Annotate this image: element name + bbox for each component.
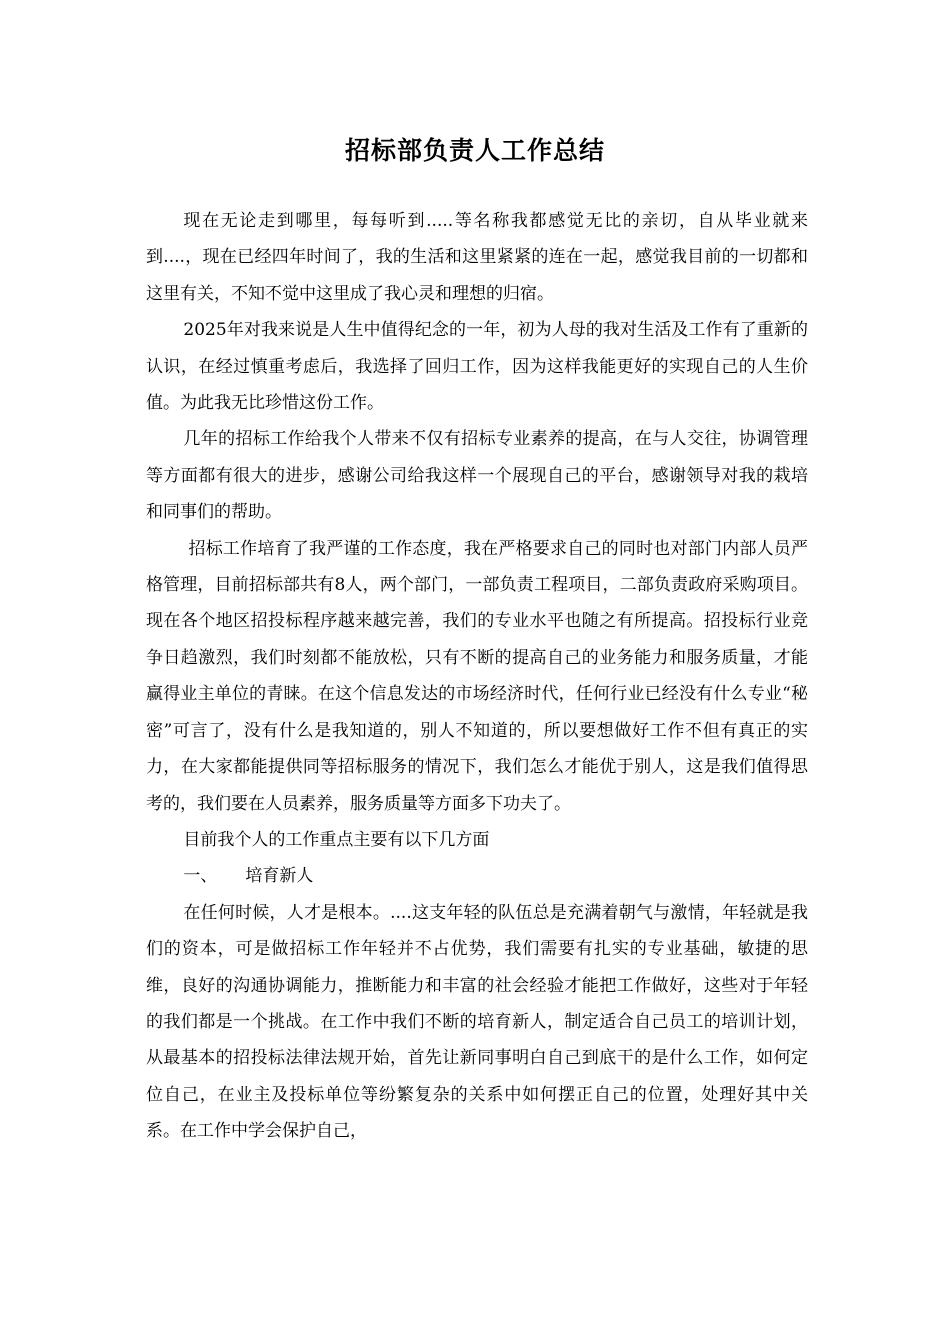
paragraph-focus-intro: 目前我个人的工作重点主要有以下几方面 — [183, 829, 490, 850]
document-body — [146, 203, 808, 1150]
section-1-title: 培育新人 — [245, 866, 314, 887]
section-1-number: 一、 — [183, 866, 218, 887]
paragraph-growth: 几年的招标工作给我个人带来不仅有招标专业素养的提高，在与人交往，协调管理等方面都有很大的进步，感谢公司给我这样一个展现自己的平台，感谢领导对我的栽培和同事们的帮助。 — [146, 429, 808, 523]
paragraph-management: 招标工作培育了我严谨的工作态度，我在严格要求自己的同时也对部门内部人员严格管理，目前招标部共有8人，两个部门，一部负责工程项目，二部负责政府采购项目。现在各个地区招投标程序越来越完善，我们的专业水平也随之有所提高。招投标行业竞争日趋激烈，我们时刻都不能放松，只有不断的提高自己的业务能力和服务质量，才能赢得业主单位的青睐。在这个信息发达的市场经济时代，任何行业已经没有什么专业“秘密”可言了，没有什么是我知道的，别人不知道的，所以要想做好工作不但有真正的实力，在大家都能提供同等招标服务的情况下，我们怎么才能优于别人，这是我们值得思考的，我们要在人员素养，服务质量等方面多下功夫了。 — [146, 538, 808, 814]
document-title: 招标部负责人工作总结 — [344, 136, 605, 165]
paragraph-intro: 现在无论走到哪里，每每听到.....等名称我都感觉无比的亲切，自从毕业就来到....，现在已经四年时间了，我的生活和这里紧紧的连在一起，感觉我目前的一切都和这里有关，不知不觉中这里成了我心灵和理想的归宿。 — [146, 211, 808, 304]
paragraph-2025: 2025年对我来说是人生中值得纪念的一年，初为人母的我对生活及工作有了重新的认识，在经过慎重考虑后，我选择了回归工作，因为这样我能更好的实现自己的人生价值。为此我无比珍惜这份工作。 — [146, 320, 808, 414]
section-1-heading — [146, 858, 808, 894]
paragraph-section-1: 在任何时候，人才是根本。....这支年轻的队伍总是充满着朝气与激情，年轻就是我们的资本，可是做招标工作年轻并不占优势，我们需要有扎实的专业基础，敏捷的思维，良好的沟通协调能力，推断能力和丰富的社会经验才能把工作做好，这些对于年轻的我们都是一个挑战。在工作中我们不断的培育新人，制定适合自己员工的培训计划，从最基本的招投标法律法规开始，首先让新同事明白自己到底干的是什么工作，如何定位自己，在业主及投标单位等纷繁复杂的关系中如何摆正自己的位置，处理好其中关系。在工作中学会保护自己， — [146, 902, 808, 1142]
